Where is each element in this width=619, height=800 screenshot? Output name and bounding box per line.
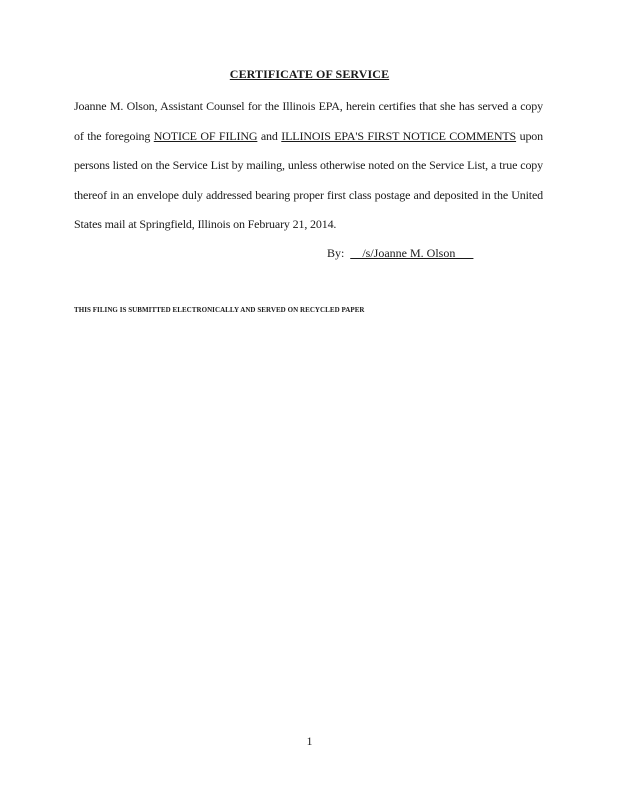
certificate-paragraph: [74, 92, 543, 240]
paragraph-text-part3: upon persons listed on the Service List by mailing, unless otherwise noted on the Service List, a true copy thereof in an envelope duly addressed bearing proper first class postage and deposited in the United States mail at Springfield, Illinois on February 21, 2014.: [74, 128, 543, 231]
notice-of-filing-reference: NOTICE OF FILING: [153, 128, 258, 143]
signature-prefix: By:: [327, 246, 351, 260]
document-title: CERTIFICATE OF SERVICE: [229, 67, 390, 81]
signature-line: __/s/Joanne M. Olson___: [350, 246, 474, 260]
first-notice-comments-reference: ILLINOIS EPA'S FIRST NOTICE COMMENTS: [281, 128, 517, 143]
recycled-paper-note: THIS FILING IS SUBMITTED ELECTRONICALLY AND SERVED ON RECYCLED PAPER: [74, 306, 365, 314]
paragraph-text-part2: and: [257, 128, 282, 143]
signature-block: [327, 246, 473, 261]
paragraph-text-part1: Joanne M. Olson, Assistant Counsel for the Illinois EPA, herein certifies that she has served a copy of the foregoing: [74, 99, 543, 143]
page-number: 1: [306, 734, 313, 748]
